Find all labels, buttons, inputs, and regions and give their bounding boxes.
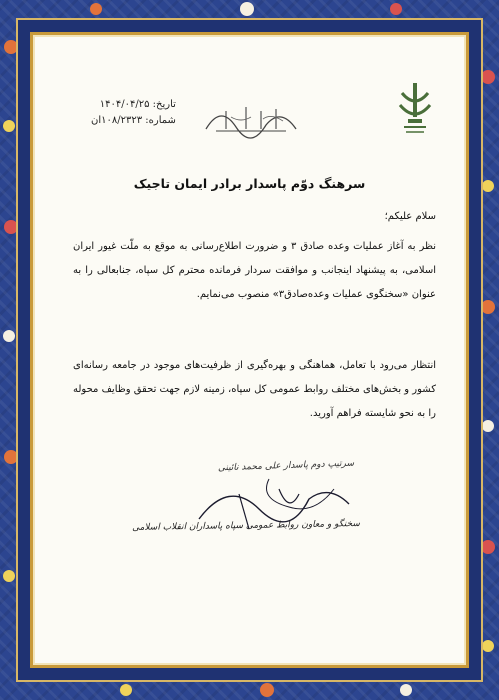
border-flower-decoration [260,683,274,697]
border-flower-decoration [482,420,494,432]
border-flower-decoration [481,300,495,314]
bismillah-calligraphy-icon [201,99,301,139]
recipient-title: سرهنگ دوّم پاسدار برادر ایمان تاجیک [133,176,366,191]
border-flower-decoration [90,3,102,15]
greeting: سلام علیکم؛ [384,211,436,222]
number-label: شماره: ۱۰۸/۲۳۲۳ان [91,115,176,126]
border-flower-decoration [3,120,15,132]
body-paragraph-1: نظر به آغاز عملیات وعده صادق ۳ و ضرورت اطلاع‌رسانی به موقع به ملّت غیور ایران اسلامی، به پیشنهاد اینجانب و موافقت سردار فرمانده محترم کل سپاه، جنابعالی را به عنوان «سخنگوی عملیات وعده‌صادق۳» منصوب می‌نمایم. [73,241,436,300]
irgc-emblem-icon [394,79,436,139]
signature-organization: سخنگو و معاون روابط عمومی سپاه پاسداران انقلاب اسلامی [131,519,361,533]
date-number-block [91,97,176,129]
border-flower-decoration [3,330,15,342]
border-flower-decoration [481,540,495,554]
border-flower-decoration [3,570,15,582]
border-flower-decoration [482,640,494,652]
border-flower-decoration [481,70,495,84]
border-flower-decoration [390,3,402,15]
letter-paper [30,32,469,668]
body-paragraph-2: انتظار می‌رود با تعامل، هماهنگی و بهره‌گیری از ظرفیت‌های موجود در جامعه رسانه‌ای کشور و بخش‌های مختلف روابط عمومی کل سپاه، زمینه لازم جهت تحقق وظایف محوله را به نحو شایسته فراهم آورید. [73,360,436,419]
border-flower-decoration [240,2,254,16]
signature-rank: سرتیپ دوم پاسدار علی محمد نائینی [217,458,355,474]
border-flower-decoration [482,180,494,192]
date-label: تاریخ: ۱۴۰۴/۰۴/۲۵ [99,99,176,110]
border-flower-decoration [400,684,412,696]
border-flower-decoration [120,684,132,696]
